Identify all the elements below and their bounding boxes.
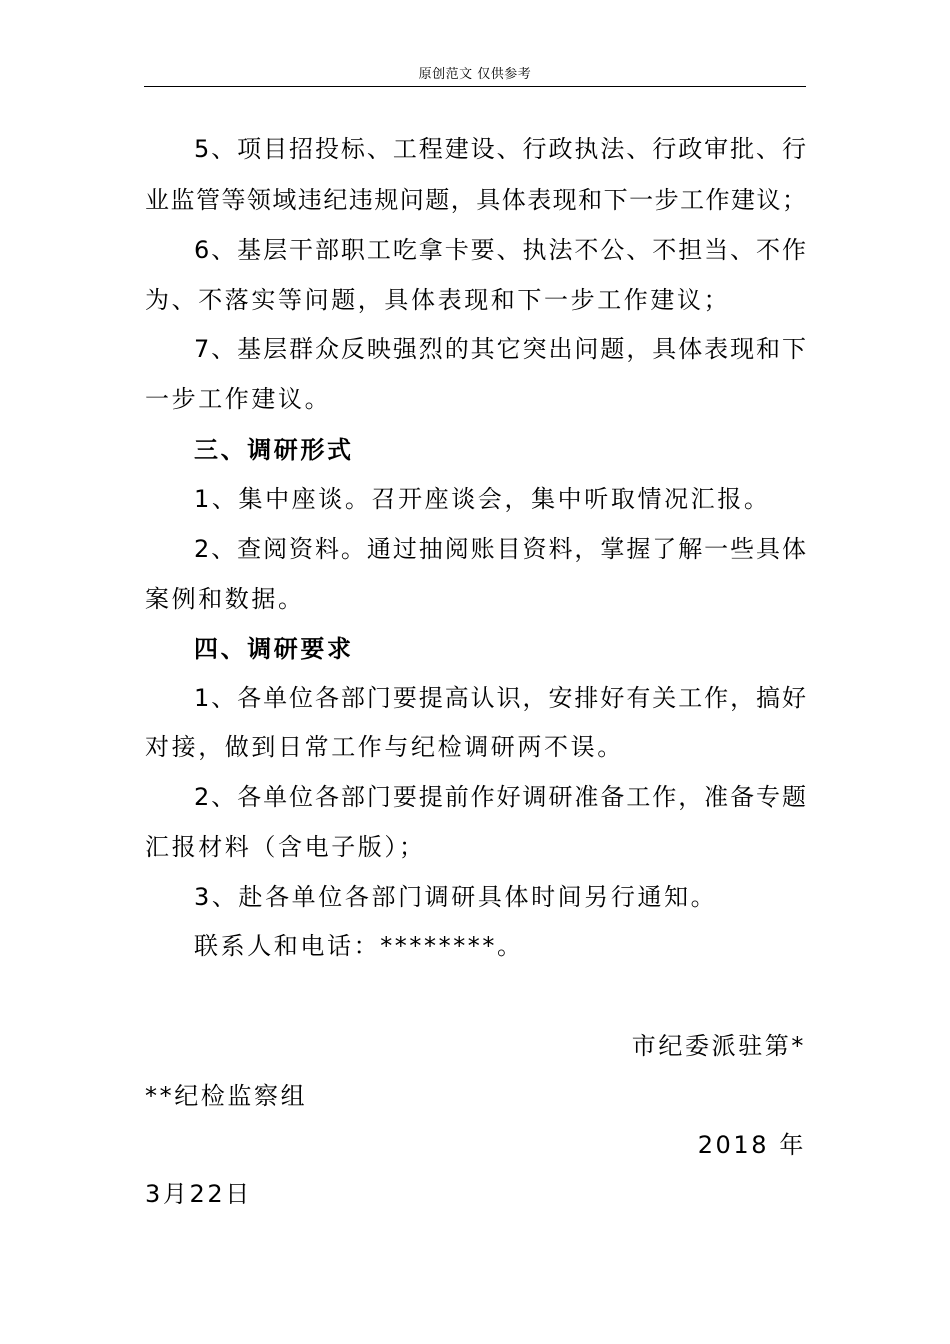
req-item-1-line-2: 对接，做到日常工作与纪检调研两不误。 [145,733,624,761]
item-5-line-2: 业监管等领域违纪违规问题，具体表现和下一步工作建议； [145,186,806,214]
item-7-line-1: 7、基层群众反映强烈的其它突出问题，具体表现和下 [194,335,806,363]
form-item-1: 1、集中座谈。召开座谈会，集中听取情况汇报。 [194,485,771,513]
form-item-2-line-1: 2、查阅资料。通过抽阅账目资料，掌握了解一些具体 [194,535,806,563]
signature-date-line-1: 2018 年 [697,1131,806,1159]
form-item-2-line-2: 案例和数据。 [145,585,305,613]
req-item-2-line-2: 汇报材料（含电子版）； [145,833,426,861]
contact-line: 联系人和电话：********。 [194,932,524,960]
item-6-line-1: 6、基层干部职工吃拿卡要、执法不公、不担当、不作 [194,236,806,264]
item-5-line-1: 5、项目招投标、工程建设、行政执法、行政审批、行 [194,135,806,163]
signature-org-line-1: 市纪委派驻第* [631,1032,806,1060]
section-heading-4: 四、调研要求 [194,635,354,663]
item-7-line-2: 一步工作建议。 [145,385,332,413]
req-item-1-line-1: 1、各单位各部门要提高认识，安排好有关工作，搞好 [194,684,806,712]
header-divider [144,86,806,87]
signature-org-line-2: **纪检监察组 [145,1082,308,1110]
signature-date-line-2: 3月22日 [145,1180,252,1208]
req-item-2-line-1: 2、各单位各部门要提前作好调研准备工作，准备专题 [194,783,806,811]
header-text: 原创范文 仅供参考 [418,67,532,82]
section-heading-3: 三、调研形式 [194,436,354,464]
req-item-3: 3、赴各单位各部门调研具体时间另行通知。 [194,883,718,911]
item-6-line-2: 为、不落实等问题，具体表现和下一步工作建议； [145,286,731,314]
